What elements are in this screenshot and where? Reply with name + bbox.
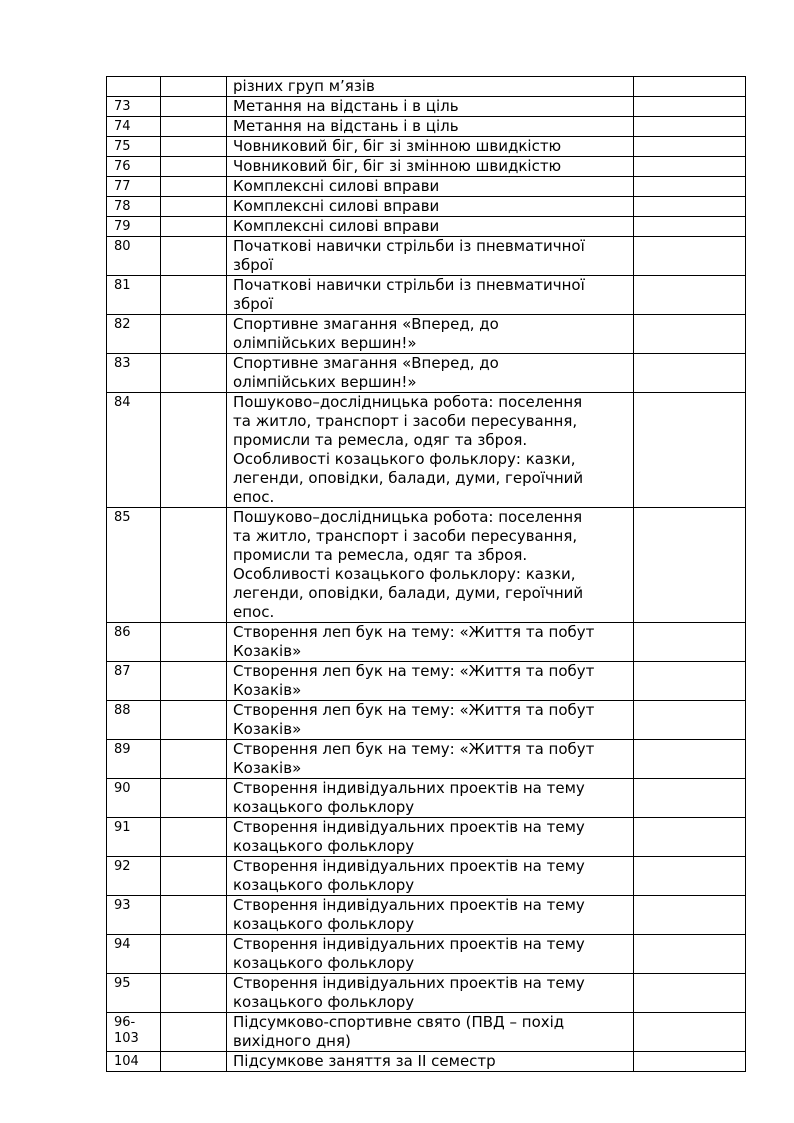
lesson-topic-cell: Човниковий біг, біг зі змінною швидкістю [227, 157, 634, 177]
lesson-number-cell: 80 [107, 237, 161, 276]
lesson-topic-cell: Підсумкове заняття за ІІ семестр [227, 1052, 634, 1072]
note-cell [634, 197, 746, 217]
date-cell [161, 157, 227, 177]
table-row [107, 701, 746, 740]
note-cell [634, 237, 746, 276]
table-row [107, 137, 746, 157]
date-cell [161, 662, 227, 701]
lesson-number-cell: 93 [107, 896, 161, 935]
table-row [107, 508, 746, 623]
note-cell [634, 276, 746, 315]
lesson-topic-cell: Комплексні силові вправи [227, 197, 634, 217]
lesson-number-cell: 94 [107, 935, 161, 974]
date-cell [161, 1052, 227, 1072]
lesson-topic-cell: Спортивне змагання «Вперед, до олімпійських вершин!» [227, 315, 634, 354]
lesson-number-cell: 83 [107, 354, 161, 393]
lesson-number-cell: 88 [107, 701, 161, 740]
lesson-topic-cell: Метання на відстань і в ціль [227, 117, 634, 137]
lesson-topic-cell: Спортивне змагання «Вперед, до олімпійських вершин!» [227, 354, 634, 393]
note-cell [634, 1013, 746, 1052]
lesson-number-cell: 90 [107, 779, 161, 818]
lesson-number-cell: 79 [107, 217, 161, 237]
lesson-number-cell: 84 [107, 393, 161, 508]
lesson-number-cell: 77 [107, 177, 161, 197]
table-row [107, 974, 746, 1013]
date-cell [161, 1013, 227, 1052]
note-cell [634, 177, 746, 197]
lesson-number-cell: 86 [107, 623, 161, 662]
date-cell [161, 137, 227, 157]
table-row [107, 354, 746, 393]
date-cell [161, 701, 227, 740]
lesson-plan-table [106, 76, 746, 1072]
date-cell [161, 315, 227, 354]
table-row [107, 896, 746, 935]
note-cell [634, 117, 746, 137]
table-row [107, 393, 746, 508]
lesson-topic-cell: Підсумково-спортивне свято (ПВД – похід вихідного дня) [227, 1013, 634, 1052]
date-cell [161, 117, 227, 137]
date-cell [161, 276, 227, 315]
lesson-number-cell: 91 [107, 818, 161, 857]
table-row [107, 157, 746, 177]
note-cell [634, 97, 746, 117]
note-cell [634, 393, 746, 508]
table-row [107, 662, 746, 701]
table-row [107, 779, 746, 818]
lesson-number-cell: 85 [107, 508, 161, 623]
lesson-topic-cell: Пошуково–дослідницька робота: поселення та житло, транспорт і засоби пересування, промисли та ремесла, одяг та зброя. Особливості козацького фольклору: казки, легенди, оповідки, балади, думи, героїчний епос. [227, 508, 634, 623]
note-cell [634, 701, 746, 740]
lesson-number-cell: 92 [107, 857, 161, 896]
lesson-number-cell: 74 [107, 117, 161, 137]
lesson-number-cell: 87 [107, 662, 161, 701]
lesson-topic-cell: Початкові навички стрільби із пневматичної зброї [227, 237, 634, 276]
date-cell [161, 77, 227, 97]
lesson-topic-cell: Створення індивідуальних проектів на тему козацького фольклору [227, 935, 634, 974]
lesson-number-cell: 75 [107, 137, 161, 157]
table-row [107, 217, 746, 237]
table-row [107, 77, 746, 97]
lesson-number-cell: 82 [107, 315, 161, 354]
lesson-topic-cell: Човниковий біг, біг зі змінною швидкістю [227, 137, 634, 157]
note-cell [634, 137, 746, 157]
lesson-number-cell: 95 [107, 974, 161, 1013]
table-row [107, 1052, 746, 1072]
table-row [107, 315, 746, 354]
note-cell [634, 217, 746, 237]
lesson-topic-cell: Створення леп бук на тему: «Життя та побут Козаків» [227, 623, 634, 662]
lesson-topic-cell: різних груп м’язів [227, 77, 634, 97]
table-row [107, 237, 746, 276]
note-cell [634, 1052, 746, 1072]
date-cell [161, 237, 227, 276]
lesson-number-cell [107, 77, 161, 97]
date-cell [161, 818, 227, 857]
note-cell [634, 77, 746, 97]
note-cell [634, 935, 746, 974]
table-row [107, 197, 746, 217]
lesson-number-cell: 76 [107, 157, 161, 177]
note-cell [634, 896, 746, 935]
lesson-topic-cell: Метання на відстань і в ціль [227, 97, 634, 117]
table-row [107, 97, 746, 117]
table-row [107, 276, 746, 315]
lesson-topic-cell: Комплексні силові вправи [227, 177, 634, 197]
date-cell [161, 354, 227, 393]
date-cell [161, 740, 227, 779]
table-row [107, 740, 746, 779]
lesson-number-cell: 104 [107, 1052, 161, 1072]
note-cell [634, 818, 746, 857]
lesson-number-cell: 89 [107, 740, 161, 779]
note-cell [634, 857, 746, 896]
lesson-number-cell: 73 [107, 97, 161, 117]
date-cell [161, 935, 227, 974]
lesson-topic-cell: Створення індивідуальних проектів на тему козацького фольклору [227, 818, 634, 857]
lesson-number-cell: 78 [107, 197, 161, 217]
note-cell [634, 157, 746, 177]
date-cell [161, 217, 227, 237]
table-row [107, 818, 746, 857]
note-cell [634, 508, 746, 623]
lesson-topic-cell: Створення леп бук на тему: «Життя та побут Козаків» [227, 662, 634, 701]
table-row [107, 857, 746, 896]
date-cell [161, 857, 227, 896]
lesson-number-cell: 81 [107, 276, 161, 315]
date-cell [161, 97, 227, 117]
note-cell [634, 662, 746, 701]
lesson-topic-cell: Створення індивідуальних проектів на тему козацького фольклору [227, 896, 634, 935]
note-cell [634, 315, 746, 354]
lesson-topic-cell: Створення леп бук на тему: «Життя та побут Козаків» [227, 701, 634, 740]
lesson-topic-cell: Пошуково–дослідницька робота: поселення та житло, транспорт і засоби пересування, промисли та ремесла, одяг та зброя. Особливості козацького фольклору: казки, легенди, оповідки, балади, думи, героїчний епос. [227, 393, 634, 508]
note-cell [634, 354, 746, 393]
lesson-topic-cell: Створення індивідуальних проектів на тему козацького фольклору [227, 779, 634, 818]
lesson-topic-cell: Створення індивідуальних проектів на тему козацького фольклору [227, 974, 634, 1013]
date-cell [161, 177, 227, 197]
date-cell [161, 197, 227, 217]
table-row [107, 935, 746, 974]
note-cell [634, 974, 746, 1013]
note-cell [634, 779, 746, 818]
table-row [107, 623, 746, 662]
lesson-topic-cell: Початкові навички стрільби із пневматичної зброї [227, 276, 634, 315]
date-cell [161, 623, 227, 662]
date-cell [161, 896, 227, 935]
lesson-topic-cell: Створення індивідуальних проектів на тему козацького фольклору [227, 857, 634, 896]
table-body [107, 77, 746, 1072]
note-cell [634, 740, 746, 779]
table-row [107, 117, 746, 137]
table-row [107, 1013, 746, 1052]
lesson-topic-cell: Комплексні силові вправи [227, 217, 634, 237]
lesson-number-cell: 96- 103 [107, 1013, 161, 1052]
date-cell [161, 974, 227, 1013]
lesson-topic-cell: Створення леп бук на тему: «Життя та побут Козаків» [227, 740, 634, 779]
table-row [107, 177, 746, 197]
date-cell [161, 393, 227, 508]
date-cell [161, 779, 227, 818]
note-cell [634, 623, 746, 662]
date-cell [161, 508, 227, 623]
